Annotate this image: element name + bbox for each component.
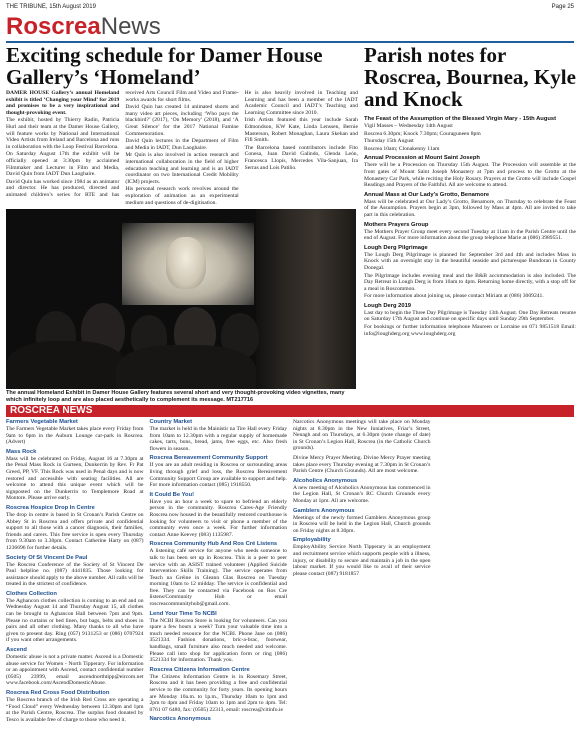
news-item-text: A new meeting of Alcoholics Anonymous has commenced in the Legion Hall, St Cronan’s RC Church Grounds every Monday at 1pm. All are welcome. bbox=[293, 484, 431, 504]
news-item bbox=[150, 492, 288, 539]
parish-section-title: Annual Procession at Mount Saint Joseph bbox=[364, 155, 480, 162]
news-item-text: The Farmers Vegetable Market takes place every Friday from 9am to 6pm in the Auburn Lounge car-park in Roscrea. (Advert) bbox=[6, 426, 144, 446]
news-item-text: The Roscrea Conference of the Society of St Vincent De Paul helpline no. (087) 4441835. Those looking for assistance should apply to the above number. All calls will be treated in the strictest of confidence. bbox=[6, 561, 144, 588]
news-item-text: Meetings of the newly formed Gamblers Anonymous group in Roscrea will be held in the Legion Hall, Church grounds on Friday nights at 8.30pm. bbox=[293, 514, 431, 534]
news-item-title: Clothes Collection bbox=[6, 590, 57, 597]
news-item bbox=[150, 611, 288, 664]
parish-section-line: Vigil Masses – Wednesday 14th August bbox=[364, 123, 453, 129]
news-item bbox=[6, 555, 144, 588]
news-item-text: If you are an adult residing in Roscrea or surrounding areas living through grief and loss, the Roscrea Bereavement Community Support Group are available to support and help. For more information contact (085) 1918550. bbox=[149, 462, 287, 489]
parish-section-line: Last day to begin the Three Day Pilgrimage is Tuesday 13th August. One Day Retreats resume on Saturday 17th August and continue on specific days until Sunday 29th September. bbox=[364, 309, 576, 323]
damer-paragraph: Irish Artists featured this year include Sarah Edmondson, KW Kate, Linda Lenssen, Bernie Masterson, Robert Monaghan, Laura Skehan and Fifi Smith. bbox=[244, 117, 358, 144]
news-item bbox=[293, 478, 431, 505]
news-item-text: The Roscrea branch of the Irish Red Cross are operating a “Food Cloud” every Wednesday between 12.30pm and 1pm at the Parish Centre, Roscrea. The surplus food donated by Tesco is available free of charge to those who need it. bbox=[6, 697, 144, 723]
projected-face bbox=[166, 237, 206, 289]
news-item-title: Society Of St Vincent De Paul bbox=[6, 554, 88, 561]
news-item-title: Gamblers Anonymous bbox=[293, 507, 355, 514]
parish-section-line: The Lough Derg Pilgrimage is planned for September 3rd and 4th and includes Mass in Knock with an overnight stay in the beautiful seaside and picturesque Bundoran in County Donegal. bbox=[364, 251, 576, 271]
parish-section-line: For bookings or further information telephone Maureen or Lorraine on 071 9851518 Email: info@loughderg.org www.loughderg.org bbox=[364, 324, 576, 337]
news-item bbox=[6, 647, 144, 687]
parish-section-title: The Feast of the Assumption of the Blessed Virgin Mary - 15th August bbox=[364, 116, 557, 122]
news-item bbox=[293, 455, 431, 475]
news-item-title: Narcotics Anonymous bbox=[149, 716, 211, 723]
news-item-title: Roscrea Red Cross Food Distribution bbox=[6, 690, 110, 696]
parish-section-line: Roscrea 10am; Clonakenny 11am bbox=[364, 145, 440, 152]
news-item bbox=[293, 537, 431, 577]
news-item-text: Mass will be celebrated on Friday, August 16 at 7.30pm at the Penal Mass Rock in Gurteen, Dunkerrin by Rev. Fr Pat Greed, PP, VF. This Rock was used in Penal days and is now restored and accessible with seating facilities. All are welcome to attend this unique event which will be signposted on the Dunkerrin to Templemore Road at Montore. Please arrive early. bbox=[6, 455, 144, 502]
news-item bbox=[6, 505, 144, 552]
news-item-title: Roscrea Citizens Information Centre bbox=[149, 666, 250, 673]
news-item-title: Employability bbox=[293, 537, 331, 544]
news-item bbox=[293, 508, 431, 535]
news-item-title: Ascend bbox=[6, 647, 27, 654]
page-number: Page 25 bbox=[551, 4, 574, 10]
news-item-title: Alcoholics Anonymous bbox=[293, 477, 358, 484]
photo-caption: The annual Homeland Exhibit in Damer House Gallery features several short and very thought-provoking video vignettes, many which infinitely loop and are also placed aesthetically to complement its message. MT217716 bbox=[6, 390, 345, 403]
roscrea-news-columns bbox=[6, 419, 574, 729]
news-item bbox=[6, 449, 144, 502]
logo-news: News bbox=[100, 13, 161, 40]
news-item-title: Roscrea Bereavement Community Support bbox=[149, 455, 268, 462]
damer-paragraph: His personal research work revolves around the exploration of animation as an experimental medium and questions of de-digitisation. bbox=[125, 186, 239, 206]
logo-roscrea: Roscrea bbox=[6, 13, 101, 40]
parish-section-line: The Mothers Prayer Group meet every second Tuesday at 11am in the Parish Centre until the end of August. For more information about the group telephone Marie at (086) 3989551. bbox=[364, 228, 576, 242]
parish-section-line: Roscrea 6.30pm; Knock 7.30pm; Couraguneen 8pm bbox=[364, 130, 481, 137]
news-item bbox=[150, 667, 288, 714]
parish-section-title: Lough Derg 2019 bbox=[364, 302, 412, 309]
news-item-text: The NCBI Roscrea Store is looking for volunteers. Can you spare a few hours a week? Turn your valuable time into a much needed resource for the NCBI. Phone Jane on (086) 3521334. Fashion donations, bric-a-brac, footwear, handbags, small furniture also much needed and welcome. Please call into shop for application form or ring (086) 3521334 for information. Thank you. bbox=[149, 617, 287, 664]
damer-article-body bbox=[6, 90, 358, 207]
damer-paragraph: He is also heavily involved in Teaching and Learning and has been a member of the IADT Academic Council and IADT’s Teaching and Learning Committee since 2010. bbox=[244, 90, 358, 116]
news-item-text: Divine Mercy Prayer Meeting. Divine Mercy Prayer meeting takes place every Thursday evening at 7.30pm in St Cronan’s Parish Centre (Church Grounds). All are most welcome. bbox=[293, 454, 431, 475]
publication-date: THE TRIBUNE, 15th August 2019 bbox=[6, 4, 96, 10]
news-item-text: Have you an hour a week to spare to befriend an elderly person in the community. Roscrea Cares-Age Friendly Roscrea now housed in the beautifully restored courthouse is looking for volunteers to visit or phone a member of the community even once a week. For further information contact Anne Keevey (083) 1135987. bbox=[149, 498, 287, 538]
news-item-text: The Citizens Information Centre is in Rosemary Street, Roscrea and it has been providing a free and confidential service to the community for forty years. Its opening hours are Monday 10a.m. to 1p.m., Thursday 10am to 1pm and 2pm to 4pm and Friday 10am to 1pm and 2pm to 4pm. Tel: 0761 07 6480, fax: (0505) 22313, email: roscrea@citinfo.ie bbox=[149, 673, 287, 713]
parish-section-line: Mass will be celebrated at Our Lady’s Grotto, Benamore, on Thursday to celebrate the Feast of the Assumption. Prayers begin at 3pm, followed by Mass at 4pm. All are invited to take part in this celebration. bbox=[364, 198, 576, 218]
news-item-title: Mass Rock bbox=[6, 448, 37, 455]
parish-section-line: For more information about joining us, please contact Miriam at (086) 3009241. bbox=[364, 293, 544, 300]
news-item-title: It Could Be You! bbox=[149, 491, 195, 498]
news-item-title: Roscrea Hospice Drop In Centre bbox=[6, 504, 95, 511]
audience bbox=[6, 301, 356, 389]
news-item-title: Roscrea Community Hub And Ros Cré Listens bbox=[149, 541, 278, 548]
news-item bbox=[6, 591, 144, 644]
news-item bbox=[6, 419, 144, 446]
news-item-text: The market is held in the Mainistir na Tire Hall every Friday from 10am to 12.30pm with a regular supply of homemade cakes, tarts, buns, bread, jams, free eggs, etc. Also fresh flowers in season. bbox=[149, 426, 287, 452]
parish-section-line: Thursday 15th August bbox=[364, 138, 414, 145]
roscrea-news-band: ROSCREA NEWS bbox=[6, 405, 574, 417]
damer-paragraph: David Quin lectures in the Department of Film and Media in IADT, Dun Laoghaire. bbox=[125, 138, 239, 151]
parish-section-title: Lough Derg Pilgrimage bbox=[364, 244, 428, 251]
news-item-text: EmployAbility Service North Tipperary is an employment and recruitment service which supports people with a illness, injury, or disability to secure and maintain a job in the open labour market. If you would like to avail of their service please contact (087) 9181857 bbox=[293, 544, 431, 577]
news-item bbox=[150, 455, 288, 488]
news-item-text: Domestic abuse is not a private matter. Ascend is a Domestic abuse service for Women - North Tipperary. For information or an appointment with Ascend, contact confidential number (0505) 23999, email ascendnorthtipp@eircom.net www.facebook.com/AscendDomesticAbuse. bbox=[6, 654, 144, 687]
damer-paragraph: On Saturday August 17th the exhibit will be officially opened at 3:30pm by acclaimed Filmmaker and Lecturer in Film and Media, David Quin from IADT Dun Laoghaire. bbox=[6, 151, 120, 178]
parish-notes-body bbox=[364, 116, 576, 402]
news-item bbox=[6, 690, 144, 723]
parish-section-line: There will be a Procession on Thursday 15th August. The Procession will assemble at the front gates of Mount Saint Joseph Monastery at 7pm and process to the Grotto at the Monastery Car Park, while reciting the Holy Rosary. Prayers at the Grotto will include Gospel Readings and Prayers of the Faithful. All are welcome to attend. bbox=[364, 162, 576, 189]
news-item-text: Narcotics Anonymous meetings will take place on Monday nights at 8.30pm in the New Inniatives, Friar’s Street, Nenagh and on Thursdays, at 6.30pm (note change of date) in St Cronan’s Legion Hall, Roscrea (in the Catholic Church grounds). bbox=[293, 419, 431, 452]
gallery-photo bbox=[6, 209, 356, 389]
news-item bbox=[150, 541, 288, 607]
damer-paragraph: David Quin has created 14 animated shorts and many video art pieces, including ‘Who pays the blackbird?’ (2017), ‘On Memory’ (2018), and ‘A Great Silence’ for the 2017 National Famine Commemoration. bbox=[125, 104, 239, 137]
parish-section-line: The Pilgrimage includes evening meal and the B&B accommodation is also included. The Day Retreat in Lough Derg is from 10am to 4pm. Returning home directly, with a stop off for a meal in Roscommon. bbox=[364, 272, 576, 292]
damer-headline: Exciting schedule for Damer House Gallery’s ‘Homeland’ bbox=[6, 43, 323, 89]
parish-section-title: Annual Mass at Our Lady’s Grotto, Benamore bbox=[364, 191, 490, 198]
damer-paragraph: DAMER HOUSE Gallery’s annual Homeland exhibit is titled ‘Changing your Mind’ for 2019 and promises to be a very inspirational and thought-provoking event. bbox=[6, 90, 120, 116]
parish-headline: Parish notes for Roscrea, Bournea, Kyle and Knock bbox=[364, 43, 576, 111]
damer-paragraph: The Barcelona based contributors include Fito Conesa, Juan David Galindo, Glenda León, Francesca Llopis, Mercedes Vila-Sanjuan, Ira Serras and Lois Patiño. bbox=[244, 144, 358, 171]
damer-paragraph: David Quin has worked since 1984 as an animator and director. He has produced, directed and animated children’s series for RTE and has received Arts Council Film and Video and Frame-works awards for short films. bbox=[6, 90, 239, 198]
news-item-text: A listening café service for anyone who needs someone to talk to has been set up in Roscrea. This is a peer to peer service with an ASIST trained volunteer (Applied Suicide Intervention Skills Training). The service operates from Teach na Gréine in Gleann Glas Roscrea on Tuesday morning 10am to 12 midday. The service is confidential and free. They can be contacted via Facebook on Ros Cre listens/Community Hub or email roscreacommunityhub@gmail.com. bbox=[149, 548, 287, 608]
news-item-title: Country Market bbox=[149, 419, 193, 425]
damer-paragraph: The exhibit, hosted by Thierry Radin, Patricia Hurl and their team at the Damer House Gallery, will feature works by National and International Video Artists from Ireland and Barcelona and runs in collaboration with the Loop Festival Barcelona. bbox=[6, 117, 120, 150]
news-item-text: The drop in centre is based in St Cronan’s Parish Centre on Abbey St in Roscrea and offers private and confidential support to all those with a cancer diagnosis, their families, friends and carers. This free service is open every Thursday from 9.30am to 3.30pm. Contact Catherine Harty on (087) 1236696 for further details. bbox=[6, 511, 144, 551]
parish-section-title: Mothers Prayers Group bbox=[364, 221, 429, 228]
damer-paragraph: Mr Quin is also involved in action research and international collaboration in the field of higher education teaching and learning and is an IADT coordinator on two International Credit Mobility (ICM) projects. bbox=[125, 152, 239, 185]
section-logo bbox=[6, 14, 406, 40]
news-item-title: Farmers Vegetable Market bbox=[6, 419, 78, 425]
news-item bbox=[150, 419, 288, 452]
news-item-text: The Aghancon clothes collection is coming to an end and on Wednesday August 14 and Thursday August 15, all clothes can be brought to Aghancon Hall between 7pm and 9pm. Please no curtains or bed linen, but bags, belts and shoes in pairs and all other clothing. Many thanks to all who have given to present day. Ring (057) 9131253 or (086) 0707924 if you want other arrangements. bbox=[6, 597, 144, 644]
news-item-title: Lend Your Time To NCBI bbox=[149, 610, 217, 617]
